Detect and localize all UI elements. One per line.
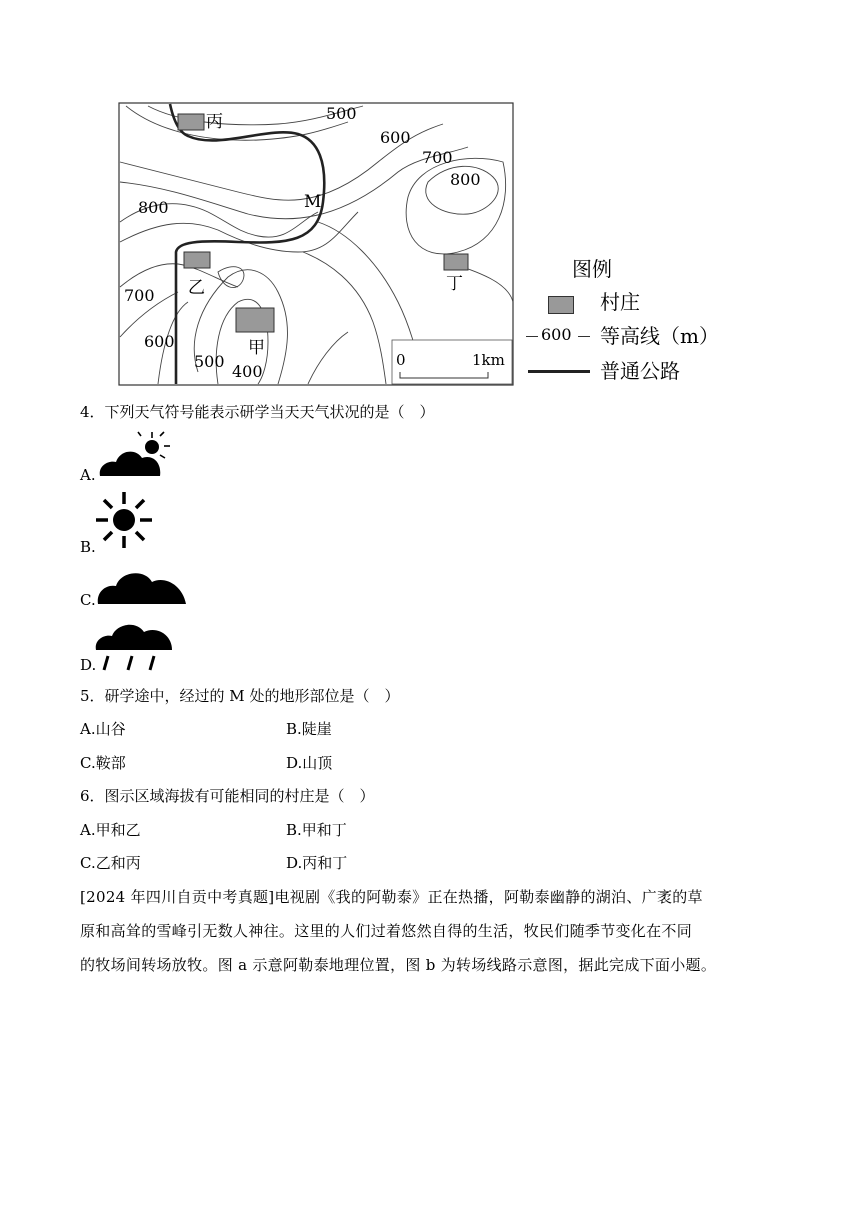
legend-contour-dash-right [578,336,590,337]
scale-end-label: 1km [472,351,505,369]
scale-start-label: 0 [396,351,406,369]
village-yi-square [184,252,210,268]
contour-label: 600 [380,128,411,147]
cloudy-icon [92,564,190,606]
contour-label: 700 [422,148,453,167]
sunny-icon [94,490,154,550]
q4-option-d-label[interactable]: D. [80,656,97,674]
q6-option-d[interactable]: D.丙和丁 [286,854,348,872]
contour-label: 500 [326,104,357,123]
q5-option-c[interactable]: C.鞍部 [80,754,126,772]
contour-map [118,102,514,386]
question-6-stem: 6．图示区域海拔有可能相同的村庄是（ ） [80,787,375,805]
q6-option-c[interactable]: C.乙和丙 [80,854,141,872]
q5-option-a[interactable]: A.山谷 [80,720,126,738]
contour-label: 700 [124,286,155,305]
contour-label: 800 [138,198,169,217]
legend-road-symbol [528,370,590,373]
q4-option-c-label[interactable]: C. [80,591,96,609]
village-jia-square [236,308,274,332]
q5-option-d[interactable]: D.山顶 [286,754,333,772]
legend-village-symbol [548,296,574,314]
q4-option-a-label[interactable]: A. [80,466,96,484]
village-label-yi: 乙 [188,278,205,298]
contour-label: 800 [450,170,481,189]
village-label-ding: 丁 [446,274,463,294]
passage-line-3: 的牧场间转场放牧。图 a 示意阿勒泰地理位置，图 b 为转场线路示意图，据此完成下面小题。 [80,956,717,974]
q6-option-b[interactable]: B.甲和丁 [286,821,347,839]
legend-contour-label: 等高线（m） [600,324,719,348]
rain-icon [92,616,176,672]
contour-label: 400 [232,362,263,381]
q4-option-b-label[interactable]: B. [80,538,96,556]
legend-road-label: 普通公路 [600,359,680,383]
map-legend [520,256,740,388]
passage-line-1: [2024 年四川自贡中考真题]电视剧《我的阿勒泰》正在热播，阿勒泰幽静的湖泊、广袤的草 [80,888,703,906]
village-ding-square [444,254,468,270]
contour-label: 600 [144,332,175,351]
point-m-label: M [304,192,322,212]
village-label-bing: 丙 [206,112,223,132]
q6-option-a[interactable]: A.甲和乙 [80,821,141,839]
village-label-jia: 甲 [248,338,265,358]
question-5-stem: 5．研学途中，经过的 M 处的地形部位是（ ） [80,687,400,705]
legend-contour-dash-left [526,336,538,337]
passage-line-2: 原和高耸的雪峰引无数人神往。这里的人们过着悠然自得的生活，牧民们随季节变化在不同 [80,922,693,940]
contour-map-svg [118,102,514,386]
legend-contour-sample: 600 [541,325,572,344]
question-4-stem: 4．下列天气符号能表示研学当天天气状况的是（ ） [80,403,435,421]
q5-option-b[interactable]: B.陡崖 [286,720,332,738]
contour-label: 500 [194,352,225,371]
legend-title: 图例 [572,257,612,281]
legend-village-label: 村庄 [600,290,640,314]
partly-cloudy-icon [96,430,172,478]
village-bing-square [178,114,204,130]
